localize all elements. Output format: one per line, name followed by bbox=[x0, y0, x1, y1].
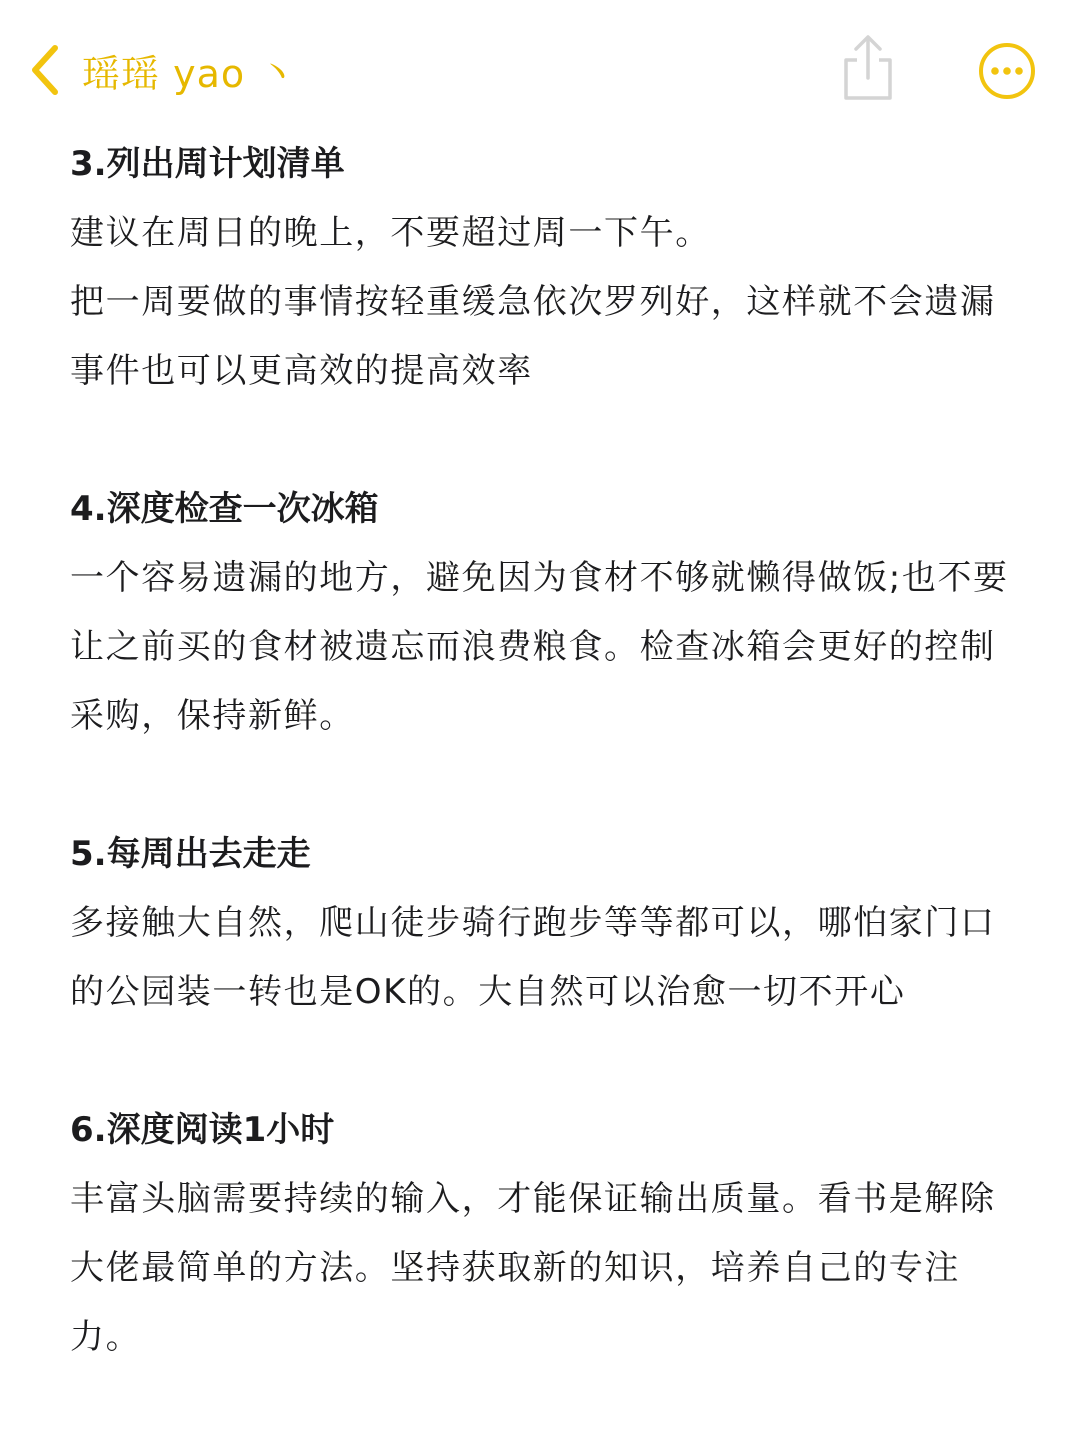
note-content bbox=[70, 130, 1020, 1441]
share-button[interactable] bbox=[836, 32, 900, 104]
more-options-icon bbox=[978, 42, 1036, 100]
note-section bbox=[70, 1096, 1020, 1372]
section-body bbox=[70, 544, 1020, 751]
section-paragraph: 建议在周日的晚上，不要超过周一下午。 bbox=[70, 213, 711, 253]
back-button[interactable] bbox=[28, 38, 297, 102]
chevron-left-icon bbox=[28, 43, 62, 97]
note-section bbox=[70, 820, 1020, 1027]
section-body bbox=[70, 889, 1020, 1027]
share-icon bbox=[836, 32, 900, 104]
section-title: 4.深度检查一次冰箱 bbox=[70, 489, 379, 529]
author-name: 瑶瑶 yao 丶 bbox=[82, 51, 298, 96]
section-paragraph: 一个容易遗漏的地方，避免因为食材不够就懒得做饭;也不要让之前买的食材被遗忘而浪费粮食。检查冰箱会更好的控制采购，保持新鲜。 bbox=[70, 558, 1009, 736]
note-section bbox=[70, 130, 1020, 406]
section-title: 3.列出周计划清单 bbox=[70, 144, 345, 184]
section-paragraph: 丰富头脑需要持续的输入，才能保证输出质量。看书是解除大佬最简单的方法。坚持获取新的知识，培养自己的专注力。 bbox=[70, 1179, 996, 1357]
section-title: 5.每周出去走走 bbox=[70, 834, 311, 874]
section-paragraph: 多接触大自然，爬山徒步骑行跑步等等都可以，哪怕家门口的公园装一转也是OK的。大自然可以治愈一切不开心 bbox=[70, 903, 996, 1012]
section-paragraph: 把一周要做的事情按轻重缓急依次罗列好，这样就不会遗漏事件也可以更高效的提高效率 bbox=[70, 282, 996, 391]
section-body bbox=[70, 1165, 1020, 1372]
navigation-bar bbox=[0, 0, 1080, 140]
section-title: 6.深度阅读1小时 bbox=[70, 1110, 335, 1150]
more-options-button[interactable] bbox=[978, 42, 1036, 100]
section-body bbox=[70, 199, 1020, 406]
note-section bbox=[70, 475, 1020, 751]
